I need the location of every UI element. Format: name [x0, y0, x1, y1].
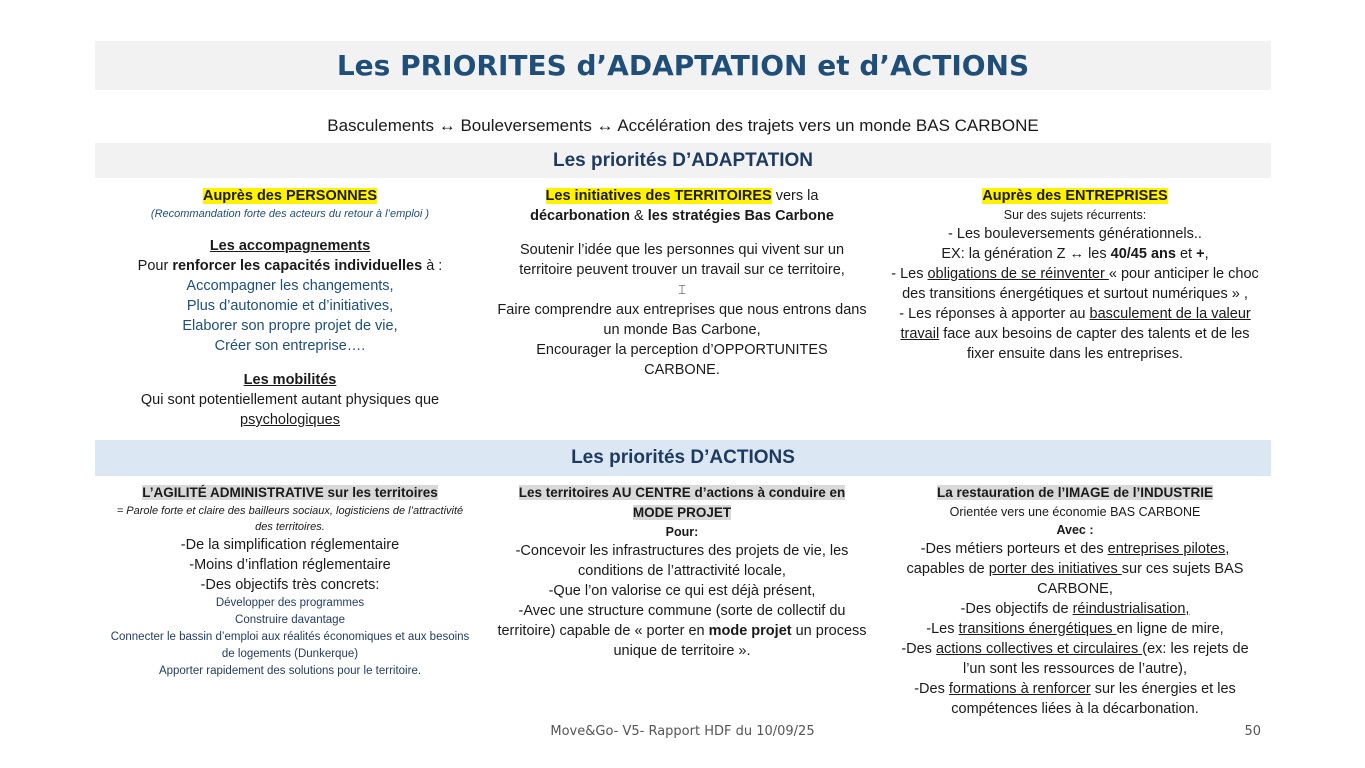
agilite-title: L’AGILITÉ ADMINISTRATIVE sur les territoires: [142, 485, 438, 500]
projet-item-2: -Que l’on valorise ce qui est déjà présent,: [548, 583, 816, 599]
agilite-item: -Moins d’inflation réglementaire: [189, 557, 391, 573]
entreprises-bullet-3: - Les réponses à apporter au basculement de la valeur travail face aux besoins de capter des talents et de les fixer ensuite dans les entreprises.: [899, 306, 1251, 362]
accomp-item: Plus d’autonomie et d’initiatives,: [186, 298, 394, 314]
accomp-item: Accompagner les changements,: [186, 278, 394, 294]
territoires-title: Les initiatives des TERRITOIRES vers la: [545, 188, 819, 204]
entreprises-title: Auprès des ENTREPRISES: [982, 188, 1168, 204]
agilite-sub-item: Développer des programmes: [215, 597, 365, 609]
industrie-subtitle: Orientée vers une économie BAS CARBONE: [949, 505, 1201, 519]
entreprises-bullet-1-example: EX: la génération Z ↔ les 40/45 ans et +,: [941, 246, 1209, 262]
agilite-note: = Parole forte et claire des bailleurs sociaux, logisticiens de l’attractivité des territoires.: [116, 505, 464, 533]
industrie-item-4: -Des actions collectives et circulaires (ex: les rejets de l’un sont les ressources de l’autre),: [901, 641, 1249, 677]
industrie-item-1: -Des métiers porteurs et des entreprises pilotes, capables de porter des initiatives sur ces sujets BAS CARBONE,: [906, 541, 1244, 597]
mobilites-text: Qui sont potentiellement autant physiques que: [140, 392, 440, 408]
subtitle: Basculements ↔ Bouleversements ↔ Accélération des trajets vers un monde BAS CARBONE: [327, 116, 1039, 135]
footer-text: Move&Go- V5- Rapport HDF du 10/09/25: [550, 724, 815, 739]
agilite-sub-item: Construire davantage: [235, 614, 345, 626]
industrie-column: [890, 483, 1260, 719]
projet-title: Les territoires AU CENTRE d’actions à conduire en MODE PROJET: [518, 485, 846, 520]
industrie-avec: Avec :: [1056, 523, 1094, 537]
personnes-title: Auprès des PERSONNES: [202, 188, 378, 204]
entreprises-bullet-1: - Les bouleversements générationnels..: [948, 226, 1202, 242]
page-number: 50: [1244, 724, 1261, 739]
accomp-item: Créer son entreprise….: [214, 338, 366, 354]
entreprises-column: [887, 186, 1263, 364]
industrie-title: La restauration de l’IMAGE de l’INDUSTRIE: [936, 485, 1214, 500]
personnes-note: (Recommandation forte des acteurs du retour à l’emploi ): [150, 208, 430, 220]
title-band: [95, 41, 1271, 90]
mobilites-text-underlined: psychologiques: [240, 412, 340, 428]
agilite-column: [105, 483, 475, 680]
agilite-sub-item: Connecter le bassin d’emploi aux réalités économiques et aux besoins de logements (Dunkerque): [110, 631, 470, 660]
agilite-item: -De la simplification réglementaire: [180, 537, 400, 553]
territoires-paragraph-1: Soutenir l’idée que les personnes qui vivent sur un territoire peuvent trouver un travail sur ce territoire,: [519, 242, 845, 278]
accompagnements-title: Les accompagnements: [209, 238, 371, 254]
territoires-column: [497, 186, 867, 380]
adaptation-heading: Les priorités D’ADAPTATION: [95, 143, 1271, 178]
industrie-item-5: -Des formations à renforcer sur les énergies et les compétences liées à la décarbonation.: [914, 681, 1236, 717]
page-title: Les PRIORITES d’ADAPTATION et d’ACTIONS: [336, 49, 1030, 82]
projet-item-1: -Concevoir les infrastructures des projets de vie, les conditions de l’attractivité locale,: [515, 543, 849, 579]
accomp-item: Elaborer son propre projet de vie,: [182, 318, 398, 334]
territoires-subtitle: décarbonation & les stratégies Bas Carbone: [530, 208, 834, 224]
text-cursor-icon: ⌶: [678, 282, 686, 297]
agilite-sub-item: Apporter rapidement des solutions pour le territoire.: [158, 665, 422, 677]
territoires-paragraph-3: Encourager la perception d’OPPORTUNITES CARBONE.: [536, 342, 828, 378]
personnes-column: [108, 186, 472, 430]
projet-item-3: -Avec une structure commune (sorte de collectif du territoire) capable de « porter en mode projet un process unique de territoire ».: [497, 603, 867, 659]
territoires-paragraph-2: Faire comprendre aux entreprises que nous entrons dans un monde Bas Carbone,: [497, 302, 867, 338]
projet-column: [497, 483, 867, 661]
mobilites-title: Les mobilités: [243, 372, 337, 388]
projet-pour: Pour:: [665, 525, 699, 539]
agilite-item: -Des objectifs très concrets:: [200, 577, 380, 593]
accompagnements-intro: Pour renforcer les capacités individuelles à :: [137, 258, 443, 274]
industrie-item-2: -Des objectifs de réindustrialisation,: [960, 601, 1190, 617]
entreprises-bullet-2: - Les obligations de se réinventer « pour anticiper le choc des transitions énergétiques et surtout numériques » ,: [891, 266, 1259, 302]
actions-heading: Les priorités D’ACTIONS: [95, 440, 1271, 476]
entreprises-intro: Sur des sujets récurrents:: [1003, 208, 1147, 222]
industrie-item-3: -Les transitions énergétiques en ligne de mire,: [926, 621, 1224, 637]
